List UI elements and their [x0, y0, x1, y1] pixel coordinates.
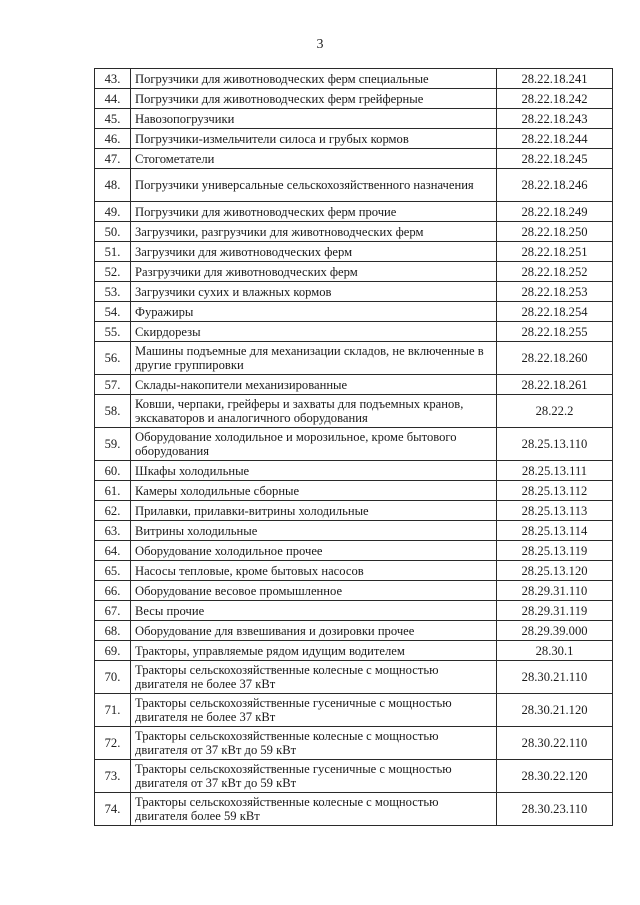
- item-name: Оборудование холодильное и морозильное, кроме бытового оборудования: [131, 428, 497, 461]
- row-number: 65.: [95, 561, 131, 581]
- item-code: 28.22.18.250: [497, 222, 613, 242]
- table-row: [95, 262, 613, 282]
- item-code: 28.22.18.253: [497, 282, 613, 302]
- table-row: [95, 621, 613, 641]
- item-name: Оборудование для взвешивания и дозировки прочее: [131, 621, 497, 641]
- item-code: 28.22.18.244: [497, 129, 613, 149]
- table-body: [95, 69, 613, 826]
- row-number: 45.: [95, 109, 131, 129]
- table-row: [95, 282, 613, 302]
- item-code: 28.29.31.110: [497, 581, 613, 601]
- item-code: 28.30.1: [497, 641, 613, 661]
- item-code: 28.22.18.249: [497, 202, 613, 222]
- table-row: [95, 149, 613, 169]
- equipment-table: [94, 68, 613, 826]
- page-number: 3: [316, 37, 324, 52]
- item-name: Загрузчики, разгрузчики для животноводческих ферм: [131, 222, 497, 242]
- item-name: Оборудование весовое промышленное: [131, 581, 497, 601]
- item-code: 28.22.18.251: [497, 242, 613, 262]
- item-name: Погрузчики универсальные сельскохозяйственного назначения: [131, 169, 497, 202]
- row-number: 73.: [95, 760, 131, 793]
- item-code: 28.22.2: [497, 395, 613, 428]
- row-number: 53.: [95, 282, 131, 302]
- item-code: 28.25.13.114: [497, 521, 613, 541]
- table-row: [95, 694, 613, 727]
- item-code: 28.25.13.110: [497, 428, 613, 461]
- row-number: 58.: [95, 395, 131, 428]
- item-code: 28.25.13.111: [497, 461, 613, 481]
- item-name: Прилавки, прилавки-витрины холодильные: [131, 501, 497, 521]
- item-name: Навозопогрузчики: [131, 109, 497, 129]
- table-row: [95, 395, 613, 428]
- table-row: [95, 428, 613, 461]
- item-code: 28.22.18.242: [497, 89, 613, 109]
- item-name: Оборудование холодильное прочее: [131, 541, 497, 561]
- row-number: 74.: [95, 793, 131, 826]
- item-name: Загрузчики для животноводческих ферм: [131, 242, 497, 262]
- table-row: [95, 793, 613, 826]
- item-code: 28.25.13.119: [497, 541, 613, 561]
- table-row: [95, 342, 613, 375]
- row-number: 67.: [95, 601, 131, 621]
- item-code: 28.30.23.110: [497, 793, 613, 826]
- row-number: 71.: [95, 694, 131, 727]
- table-row: [95, 481, 613, 501]
- row-number: 55.: [95, 322, 131, 342]
- table-row: [95, 375, 613, 395]
- table-row: [95, 601, 613, 621]
- row-number: 57.: [95, 375, 131, 395]
- row-number: 66.: [95, 581, 131, 601]
- row-number: 64.: [95, 541, 131, 561]
- table-row: [95, 322, 613, 342]
- table-row: [95, 561, 613, 581]
- item-code: 28.30.22.120: [497, 760, 613, 793]
- item-name: Скирдорезы: [131, 322, 497, 342]
- table-row: [95, 521, 613, 541]
- item-name: Тракторы сельскохозяйственные колесные с мощностью двигателя более 59 кВт: [131, 793, 497, 826]
- row-number: 69.: [95, 641, 131, 661]
- row-number: 47.: [95, 149, 131, 169]
- row-number: 59.: [95, 428, 131, 461]
- row-number: 50.: [95, 222, 131, 242]
- item-code: 28.30.22.110: [497, 727, 613, 760]
- row-number: 56.: [95, 342, 131, 375]
- item-name: Погрузчики-измельчители силоса и грубых кормов: [131, 129, 497, 149]
- item-code: 28.22.18.245: [497, 149, 613, 169]
- item-name: Разгрузчики для животноводческих ферм: [131, 262, 497, 282]
- item-name: Машины подъемные для механизации складов, не включенные в другие группировки: [131, 342, 497, 375]
- item-code: 28.30.21.120: [497, 694, 613, 727]
- row-number: 48.: [95, 169, 131, 202]
- item-code: 28.25.13.112: [497, 481, 613, 501]
- table-row: [95, 69, 613, 89]
- row-number: 63.: [95, 521, 131, 541]
- item-name: Насосы тепловые, кроме бытовых насосов: [131, 561, 497, 581]
- item-code: 28.22.18.254: [497, 302, 613, 322]
- table-row: [95, 169, 613, 202]
- item-code: 28.22.18.255: [497, 322, 613, 342]
- item-code: 28.25.13.120: [497, 561, 613, 581]
- table-row: [95, 302, 613, 322]
- row-number: 52.: [95, 262, 131, 282]
- row-number: 62.: [95, 501, 131, 521]
- item-name: Фуражиры: [131, 302, 497, 322]
- item-name: Витрины холодильные: [131, 521, 497, 541]
- row-number: 72.: [95, 727, 131, 760]
- row-number: 54.: [95, 302, 131, 322]
- row-number: 43.: [95, 69, 131, 89]
- table-row: [95, 641, 613, 661]
- row-number: 44.: [95, 89, 131, 109]
- item-name: Погрузчики для животноводческих ферм грейферные: [131, 89, 497, 109]
- item-name: Весы прочие: [131, 601, 497, 621]
- row-number: 51.: [95, 242, 131, 262]
- item-code: 28.25.13.113: [497, 501, 613, 521]
- table-row: [95, 581, 613, 601]
- row-number: 68.: [95, 621, 131, 641]
- row-number: 60.: [95, 461, 131, 481]
- table-row: [95, 242, 613, 262]
- item-code: 28.30.21.110: [497, 661, 613, 694]
- table-row: [95, 461, 613, 481]
- row-number: 46.: [95, 129, 131, 149]
- row-number: 49.: [95, 202, 131, 222]
- item-name: Погрузчики для животноводческих ферм специальные: [131, 69, 497, 89]
- item-code: 28.22.18.243: [497, 109, 613, 129]
- item-name: Тракторы сельскохозяйственные гусеничные с мощностью двигателя не более 37 кВт: [131, 694, 497, 727]
- item-name: Загрузчики сухих и влажных кормов: [131, 282, 497, 302]
- table-row: [95, 661, 613, 694]
- table-row: [95, 202, 613, 222]
- item-name: Тракторы сельскохозяйственные колесные с мощностью двигателя от 37 кВт до 59 кВт: [131, 727, 497, 760]
- item-name: Шкафы холодильные: [131, 461, 497, 481]
- table-row: [95, 727, 613, 760]
- table-row: [95, 760, 613, 793]
- item-name: Склады-накопители механизированные: [131, 375, 497, 395]
- item-code: 28.22.18.241: [497, 69, 613, 89]
- item-code: 28.29.31.119: [497, 601, 613, 621]
- table-row: [95, 501, 613, 521]
- item-name: Тракторы, управляемые рядом идущим водителем: [131, 641, 497, 661]
- row-number: 70.: [95, 661, 131, 694]
- item-code: 28.22.18.261: [497, 375, 613, 395]
- item-name: Камеры холодильные сборные: [131, 481, 497, 501]
- table-row: [95, 89, 613, 109]
- item-name: Стогометатели: [131, 149, 497, 169]
- row-number: 61.: [95, 481, 131, 501]
- item-name: Ковши, черпаки, грейферы и захваты для подъемных кранов, экскаваторов и аналогичного оборудования: [131, 395, 497, 428]
- table-row: [95, 109, 613, 129]
- table-row: [95, 541, 613, 561]
- table-row: [95, 129, 613, 149]
- item-code: 28.22.18.260: [497, 342, 613, 375]
- item-code: 28.29.39.000: [497, 621, 613, 641]
- table-row: [95, 222, 613, 242]
- item-code: 28.22.18.246: [497, 169, 613, 202]
- item-code: 28.22.18.252: [497, 262, 613, 282]
- item-name: Погрузчики для животноводческих ферм прочие: [131, 202, 497, 222]
- item-name: Тракторы сельскохозяйственные гусеничные с мощностью двигателя от 37 кВт до 59 кВт: [131, 760, 497, 793]
- item-name: Тракторы сельскохозяйственные колесные с мощностью двигателя не более 37 кВт: [131, 661, 497, 694]
